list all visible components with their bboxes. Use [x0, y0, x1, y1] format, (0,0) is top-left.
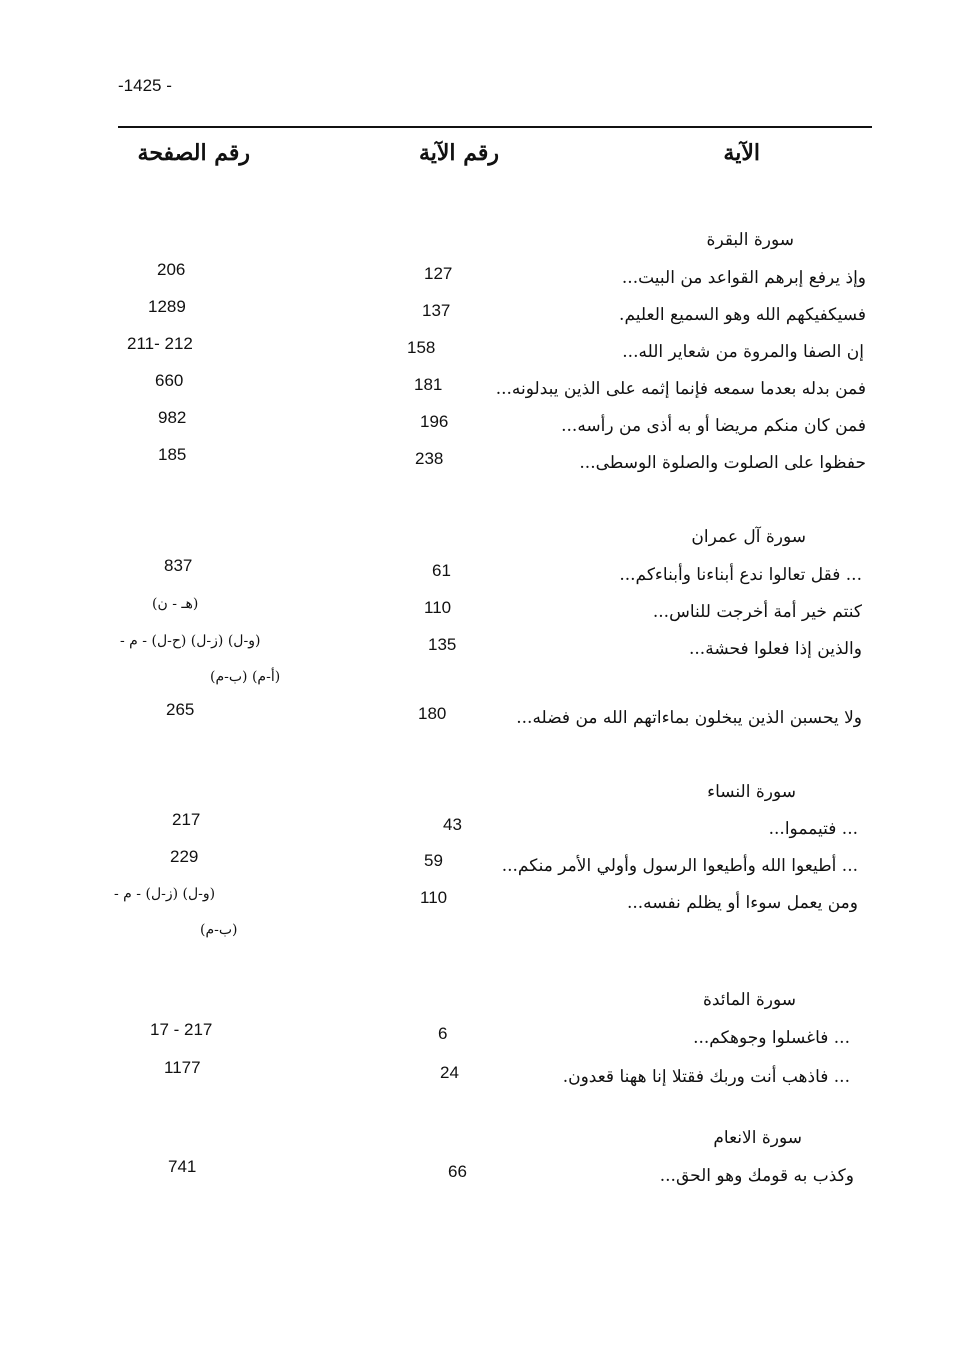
page-ref: (و-ل) (ز-ل) - م - — [114, 886, 216, 902]
page-ref: 660 — [155, 371, 184, 390]
verse-text: ... فقل تعالوا ندع أبناءنا وأبناءكم... — [619, 565, 862, 585]
page-ref: 982 — [158, 408, 187, 427]
verse-number: 181 — [414, 375, 443, 394]
verse-number: 110 — [420, 888, 448, 907]
header-page-number: رقم الصفحة — [137, 140, 250, 166]
verse-number: 238 — [415, 449, 444, 468]
page-ref: 206 — [157, 260, 186, 279]
surah-title: سورة البقرة — [706, 230, 794, 250]
page-ref: 741 — [168, 1157, 197, 1176]
verse-text: والذين إذا فعلوا فحشة... — [689, 639, 862, 659]
page-ref: (و-ل) (ز-ل) (ح-ل) - م - — [120, 633, 261, 649]
verse-text: ومن يعمل سوءا أو يظلم نفسه... — [626, 893, 858, 913]
header-verse-number: رقم الآية — [418, 140, 499, 166]
verse-number: 6 — [438, 1024, 448, 1043]
verse-text: ولا يحسبن الذين يبخلون بماءاتهم الله من فضله... — [516, 708, 862, 728]
verse-text: فمن كان منكم مريضا أو به أذى من رأسه... — [561, 416, 866, 436]
surah-title: سورة النساء — [707, 782, 796, 802]
verse-number: 127 — [424, 264, 453, 283]
verse-text: ... فاغسلوا وجوهكم... — [693, 1028, 850, 1048]
page-ref: 211- 212 — [127, 334, 193, 353]
surah-title: سورة المائدة — [702, 990, 796, 1010]
page-ref-continued: (ب-م) — [200, 922, 238, 938]
header-rule — [118, 126, 872, 128]
verse-number: 66 — [448, 1162, 467, 1181]
page-number: -1425 - — [118, 76, 172, 95]
verse-text: إن الصفا والمروة من شعاير الله... — [622, 342, 864, 362]
verse-text: وكذب به قومك وهو الحق... — [659, 1166, 854, 1186]
verse-number: 59 — [424, 851, 443, 870]
verse-number: 43 — [443, 815, 462, 834]
verse-text: حفظوا على الصلوت والصلوة الوسطى... — [579, 453, 866, 473]
verse-number: 158 — [407, 338, 436, 357]
surah-title: سورة الانعام — [713, 1128, 802, 1148]
page-ref: (هـ - ن) — [152, 596, 199, 612]
verse-number: 61 — [432, 561, 451, 580]
page-ref-continued: (أ-م) (ب-م) — [210, 669, 281, 685]
page-ref: 229 — [170, 847, 199, 866]
verse-number: 135 — [428, 635, 457, 654]
verse-number: 180 — [418, 704, 447, 723]
verse-number: 196 — [420, 412, 449, 431]
verse-text: ... فتيمموا... — [768, 819, 858, 839]
surah-title: سورة آل عمران — [691, 527, 806, 547]
page-ref: 185 — [158, 445, 187, 464]
page-ref: 17 - 217 — [150, 1020, 213, 1039]
page-ref: 837 — [164, 556, 193, 575]
header-verse: الآية — [723, 140, 760, 166]
verse-text: وإذ يرفع إبرهم القواعد من البيت... — [621, 268, 866, 288]
page-ref: 1289 — [148, 297, 186, 316]
page-ref: 1177 — [164, 1058, 201, 1077]
page-ref: 265 — [166, 700, 195, 719]
verse-number: 110 — [424, 598, 452, 617]
verse-text: ... أطيعوا الله وأطيعوا الرسول وأولي الأمر منكم... — [501, 856, 858, 876]
verse-text: ... فاذهب أنت وربك فقتلا إنا ههنا قعدون. — [562, 1067, 850, 1087]
verse-text: كنتم خير أمة أخرجت للناس... — [652, 602, 862, 622]
verse-text: فمن بدله بعدما سمعه فإنما إثمه على الذين يبدلونه... — [495, 379, 866, 399]
verse-number: 24 — [440, 1063, 459, 1082]
verse-number: 137 — [422, 301, 451, 320]
verse-text: فسيكفيكهم الله وهو السميع العليم. — [619, 305, 866, 325]
page-ref: 217 — [172, 810, 201, 829]
